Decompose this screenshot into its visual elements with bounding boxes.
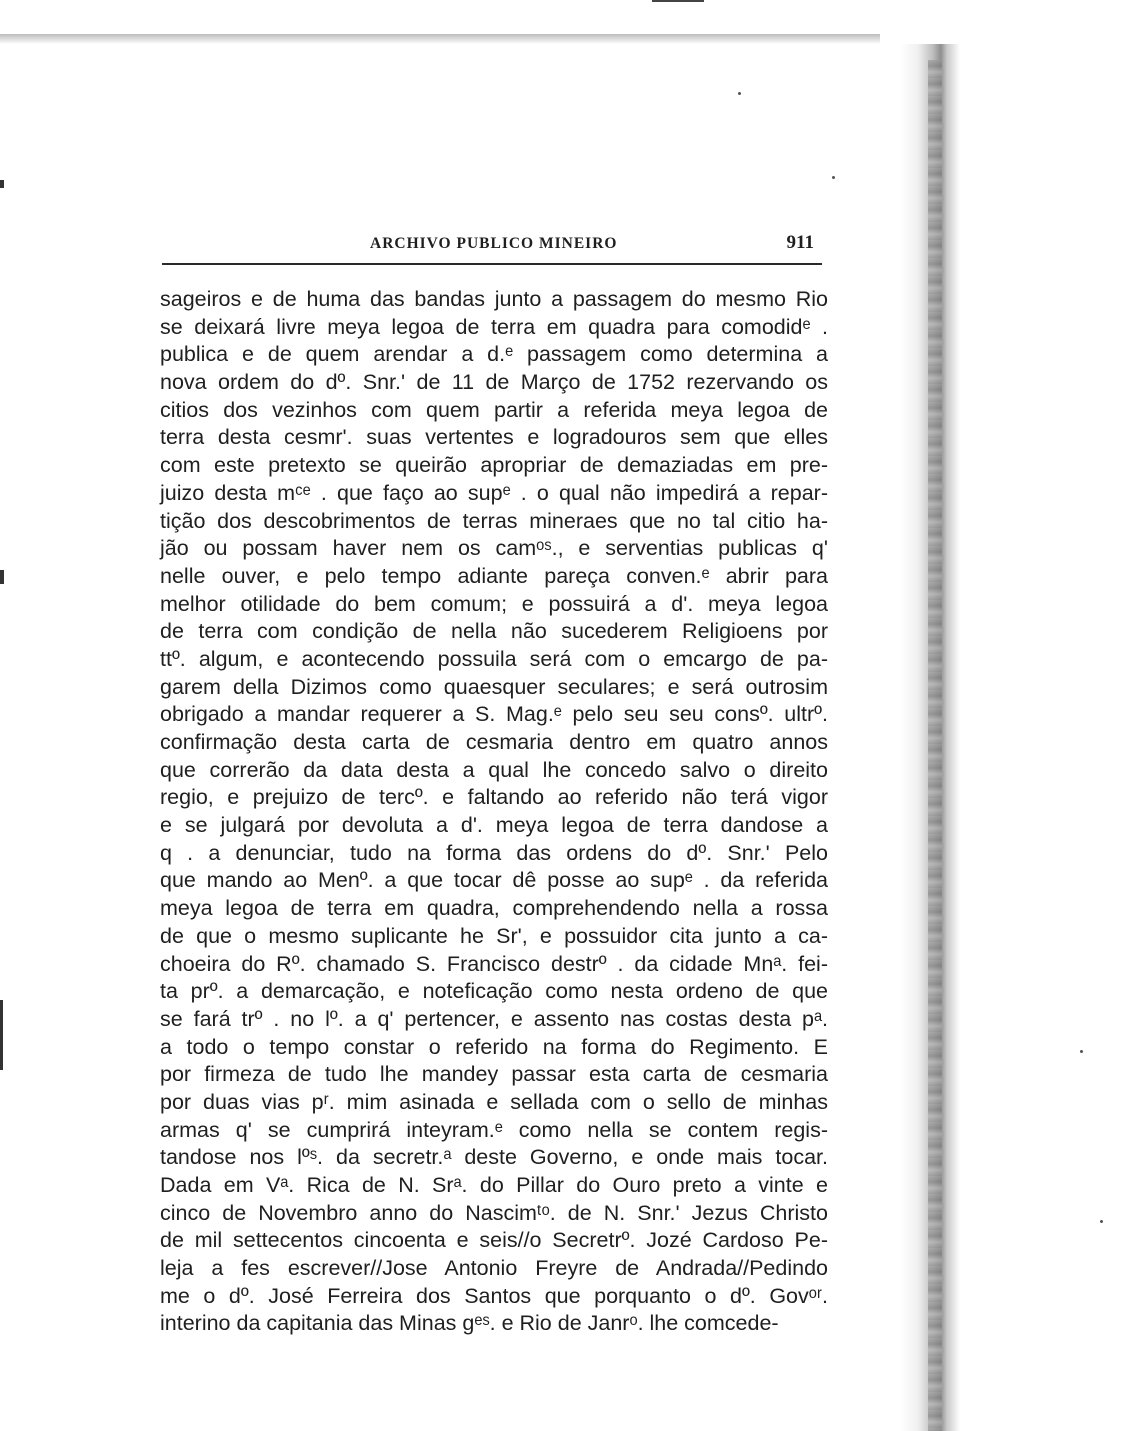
text-line: obrigado a mandar requerer a S. Mag.ᵉ pelo seu seu consº. ultrº. <box>160 702 828 727</box>
body-text <box>160 286 828 1338</box>
header-rule <box>162 263 822 265</box>
text-line: Dada em Vᵃ. Rica de N. Srᵃ. do Pillar do Ouro preto a vinte e <box>160 1173 828 1197</box>
scan-artifact-top-line <box>652 0 704 2</box>
page-number: 911 <box>786 232 814 253</box>
text-line: publica e de quem arendar a d.ᵉ passagem como determina a <box>160 342 828 367</box>
text-line: me o dº. José Ferreira dos Santos que porquanto o dº. Govᵒʳ. <box>160 1283 828 1308</box>
page-edge-shadow <box>928 60 942 1431</box>
text-line: que mando ao Menº. a que tocar dê posse ao supᵉ . da referida <box>160 868 828 893</box>
text-line: a todo o tempo constar o referido na forma do Regimento. E <box>160 1034 828 1059</box>
text-line: de terra com condição de nella não sucederem Religioens por <box>160 619 828 644</box>
scan-left-mark <box>0 180 4 188</box>
text-line: se deixará livre meya legoa de terra em quadra para comodidᵉ . <box>160 314 828 339</box>
header-title: ARCHIVO PUBLICO MINEIRO <box>370 235 618 252</box>
scan-speck <box>738 92 741 95</box>
text-line: confirmação desta carta de cesmaria dentro em quatro annos <box>160 730 828 754</box>
text-line: nova ordem do dº. Snr.' de 11 de Março de 1752 rezervando os <box>160 370 828 395</box>
text-line: tandose nos lºˢ. da secretr.ᵃ deste Governo, e onde mais tocar. <box>160 1145 828 1170</box>
text-line: juizo desta mᶜᵉ . que faço ao supᵉ . o qual não impedirá a repar- <box>160 480 828 505</box>
scan-top-shadow <box>0 34 880 44</box>
scan-speck <box>1080 1050 1083 1053</box>
scan-speck <box>1100 1220 1103 1223</box>
text-line: ttº. algum, e acontecendo possuila será com o emcargo de pa- <box>160 646 828 671</box>
text-line: jão ou possam haver nem os camᵒˢ., e serventias publicas q' <box>160 536 828 561</box>
text-line: cinco de Novembro anno do Nascimᵗᵒ. de N. Snr.' Jezus Christo <box>160 1200 828 1225</box>
text-line: leja a fes escrever//Jose Antonio Freyre de Andrada//Pedindo <box>160 1256 828 1281</box>
text-line: sageiros e de huma das bandas junto a passagem do mesmo Rio <box>160 287 828 311</box>
text-line: por firmeza de tudo lhe mandey passar esta carta de cesmaria <box>160 1062 828 1087</box>
text-line: citios dos vezinhos com quem partir a referida meya legoa de <box>160 397 828 422</box>
text-line: meya legoa de terra em quadra, comprehendendo nella a rossa <box>160 896 828 921</box>
text-line: armas q' se cumprirá inteyram.ᵉ como nella se contem regis- <box>160 1117 828 1142</box>
text-line: q . a denunciar, tudo na forma das ordens do dº. Snr.' Pelo <box>160 840 828 865</box>
text-line: por duas vias pʳ. mim asinada e sellada com o sello de minhas <box>160 1089 828 1114</box>
running-head <box>162 232 820 258</box>
text-line: melhor otilidade do bem comum; e possuirá a d'. meya legoa <box>160 591 828 616</box>
scan-speck <box>832 176 835 179</box>
text-line: choeira do Rº. chamado S. Francisco destrº . da cidade Mnᵃ. fei- <box>160 951 828 976</box>
text-line: ta prº. a demarcação, e noteficação como nesta ordeno de que <box>160 979 828 1004</box>
text-line: terra desta cesmr'. suas vertentes e logradouros sem que elles <box>160 425 828 450</box>
text-line: e se julgará por devoluta a d'. meya legoa de terra dandose a <box>160 813 828 838</box>
text-line: interino da capitania das Minas gᵉˢ. e Rio de Janrᵒ. lhe comcede- <box>160 1311 779 1336</box>
text-line: de mil settecentos cincoenta e seis//o Secretrº. Jozé Cardoso Pe- <box>160 1228 828 1253</box>
scan-left-mark <box>0 1000 3 1070</box>
text-line: garem della Dizimos como quaesquer seculares; e será outrosim <box>160 674 828 699</box>
text-line: se fará trº . no lº. a q' pertencer, e assento nas costas desta pᵃ. <box>160 1006 828 1031</box>
text-line: que correrão da data desta a qual lhe concedo salvo o direito <box>160 757 828 782</box>
text-line: nelle ouver, e pelo tempo adiante pareça conven.ᵉ abrir para <box>160 563 828 588</box>
text-line: tição dos descobrimentos de terras mineraes que no tal citio ha- <box>160 508 828 533</box>
scan-left-mark <box>0 570 4 584</box>
text-line: com este pretexto se queirão apropriar de demaziadas em pre- <box>160 453 828 478</box>
text-line: de que o mesmo suplicante he Sr', e possuidor cita junto a ca- <box>160 923 828 948</box>
text-line: regio, e prejuizo de tercº. e faltando ao referido não terá vigor <box>160 785 828 810</box>
